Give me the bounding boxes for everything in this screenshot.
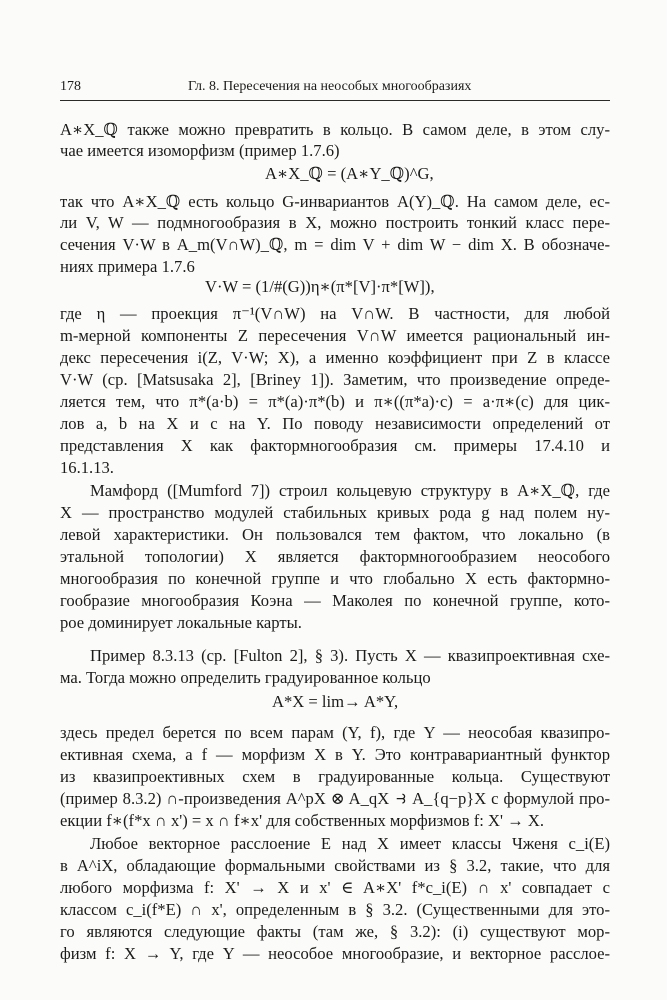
formula-isomorphism: A∗X_ℚ = (A∗Y_ℚ)^G, — [265, 164, 434, 183]
text-line: екции f∗(f*x ∩ x') = x ∩ f∗x' для собственных морфизмов f: X' → X. — [60, 811, 545, 830]
text-line: Любое векторное расслоение E над X имеет классы Чженя c_i(E) — [90, 834, 610, 853]
text-line: в A^iX, обладающие формальными свойствами из § 3.2, такие, что для — [60, 856, 610, 875]
header-rule — [60, 100, 610, 101]
text-line: ли V, W — подмногообразия в X, можно построить тонкий класс пере- — [60, 213, 610, 232]
running-title: Гл. 8. Пересечения на неособых многообразиях — [188, 79, 472, 94]
example-heading-line: Пример 8.3.13 (ср. [Fulton 2], § 3). Пусть X — квазипроективная схе- — [90, 646, 610, 665]
text-line: лов a, b на X и с на Y. По поводу независимости определений от — [60, 414, 610, 433]
text-line: классом c_i(f*E) ∩ x', определенным в § 3.2. (Существенными для это- — [60, 900, 610, 919]
text-line: представления X как фактормногообразия см. примеры 17.4.10 и — [60, 436, 610, 455]
text-line: где η — проекция π⁻¹(V∩W) на V∩W. В частности, для любой — [60, 304, 610, 323]
text-line: здесь предел берется по всем парам (Y, f), где Y — неособая квазипро- — [60, 723, 610, 742]
text-line: этальной топологии) X является фактормногообразием неособого — [60, 547, 610, 566]
text-line: 16.1.13. — [60, 458, 114, 477]
text-line: ма. Тогда можно определить градуированное кольцо — [60, 668, 431, 687]
text-line: физм f: X → Y, где Y — неособое многообразие, и векторное расслое- — [60, 944, 610, 963]
text-line: сечения V·W в A_m(V∩W)_ℚ, m = dim V + dim W − dim X. В обозначе- — [60, 235, 610, 254]
text-line: гообразие многообразия Коэна — Маколея по конечной группе, кото- — [60, 591, 610, 610]
text-line: ниях примера 1.7.6 — [60, 257, 195, 276]
text-line: (пример 8.3.2) ∩-произведения A^pX ⊗ A_qX ⥽ A_{q−p}X с формулой про- — [60, 789, 610, 808]
text-line: декс пересечения i(Z, V·W; X), а именно коэффициент при Z в классе — [60, 348, 610, 367]
text-line: левой характеристики. Он пользовался тем фактом, что локально (в — [60, 525, 610, 544]
text-line: любого морфизма f: X' → X и x' ∈ A∗X' f*c_i(E) ∩ x' совпадает с — [60, 878, 610, 897]
text-line: многообразия по конечной группе и что глобально X есть фактормно- — [60, 569, 610, 588]
text-line: Мамфорд ([Mumford 7]) строил кольцевую структуру в A∗X_ℚ, где — [90, 481, 610, 500]
text-line: X — пространство модулей стабильных кривых рода g над полем ну- — [60, 503, 610, 522]
text-line: ляется тем, что π*(a·b) = π*(a)·π*(b) и π∗((π*a)·c) = a·π∗(c) для цик- — [60, 392, 610, 411]
text-line: из квазипроективных схем в градуированные кольца. Существуют — [60, 767, 610, 786]
text-line: A∗X_ℚ также можно превратить в кольцо. В самом деле, в этом слу- — [60, 120, 610, 139]
text-line: V·W (ср. [Matsusaka 2], [Briney 1]). Заметим, что произведение опреде- — [60, 370, 610, 389]
text-line: m-мерной компоненты Z пересечения V∩W имеется рациональный ин- — [60, 326, 610, 345]
text-line: го являются следующие факты (там же, § 3.2): (i) существуют мор- — [60, 922, 610, 941]
formula-intersection-class: V·W = (1/#(G))η∗(π*[V]·π*[W]), — [205, 277, 435, 296]
text-line: чае имеется изоморфизм (пример 1.7.6) — [60, 141, 340, 160]
page-number: 178 — [60, 79, 81, 94]
text-line: рое доминирует локальные карты. — [60, 613, 302, 632]
text-line: ективная схема, а f — морфизм X в Y. Это контравариантный функтор — [60, 745, 610, 764]
formula-graded-ring: A*X = lim→ A*Y, — [272, 692, 399, 711]
text-line: так что A∗X_ℚ есть кольцо G-инвариантов A(Y)_ℚ. На самом деле, ес- — [60, 192, 610, 211]
